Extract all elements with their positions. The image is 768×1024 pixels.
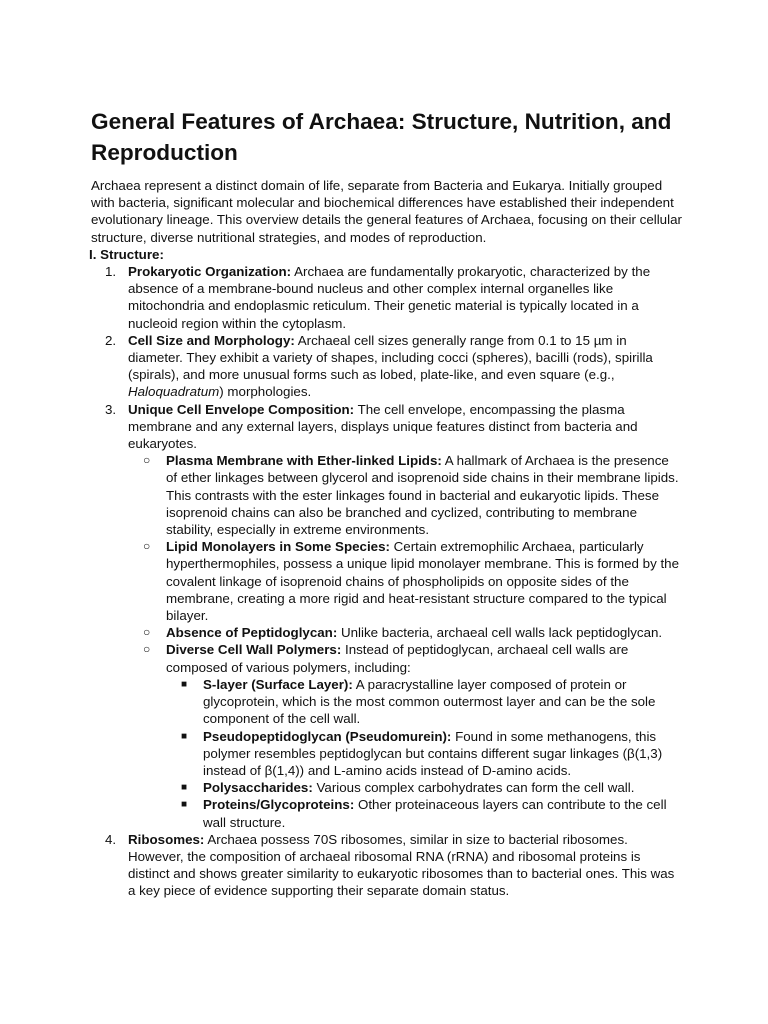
- structure-list: [91, 263, 683, 900]
- item-italic-text: Haloquadratum: [128, 384, 220, 400]
- sub-item-label: Plasma Membrane with Ether-linked Lipids:: [166, 453, 442, 469]
- list-number: 4.: [105, 831, 117, 847]
- circle-bullet-icon: ○: [143, 625, 151, 640]
- sublist-item: [128, 641, 683, 830]
- sub-item-text: Instead of peptidoglycan, archaeal cell walls are composed of various polymers, including:: [166, 642, 629, 675]
- document-body: [91, 177, 683, 900]
- item-text: ) morphologies.: [219, 384, 312, 400]
- polymer-item: [166, 728, 683, 780]
- item-text: The cell envelope, encompassing the plasma membrane and any external layers, displays unique features distinct from bacteria and eukaryotes.: [128, 401, 638, 452]
- polymer-text: Found in some methanogens, this polymer resembles peptidoglycan but contains different sugar linkages (β(1,3) instead of β(1,4)) and L-amino acids instead of D-amino acids.: [203, 728, 663, 778]
- sub-item-label: Absence of Peptidoglycan:: [166, 625, 338, 641]
- sub-item-text: A hallmark of Archaea is the presence of ether linkages between glycerol and isoprenoid side chains in their membrane lipids. This contrasts with the ester linkages found in bacterial and eukaryotic lipids. These isoprenoid chains can also be branched and cyclized, contributing to membrane stability, especially in extreme environments.: [166, 453, 679, 538]
- item-text: Archaea possess 70S ribosomes, similar in size to bacterial ribosomes. However, the composition of archaeal ribosomal RNA (rRNA) and ribosomal proteins is distinct and shows greater similarity to eukaryotic ribosomes than to bacterial ones. This was a key piece of evidence supporting their separate domain status.: [128, 831, 675, 899]
- list-item: [91, 332, 683, 401]
- circle-bullet-icon: ○: [143, 539, 151, 554]
- sub-item-label: Diverse Cell Wall Polymers:: [166, 642, 342, 658]
- polymer-item: [166, 796, 683, 830]
- sublist-item: [128, 538, 683, 624]
- list-number: 2.: [105, 332, 117, 348]
- square-bullet-icon: ■: [181, 799, 188, 811]
- square-bullet-icon: ■: [181, 678, 188, 690]
- sub-item-text: Certain extremophilic Archaea, particularly hyperthermophiles, possess a unique lipid monolayer membrane. This is formed by the covalent linkage of isoprenoid chains of phospholipids on opposite sides of the membrane, creating a more rigid and heat-resistant structure compared to the typical bilayer.: [166, 539, 680, 624]
- list-number: 1.: [105, 264, 117, 280]
- intro-paragraph: Archaea represent a distinct domain of life, separate from Bacteria and Eukarya. Initially grouped with bacteria, significant molecular and biochemical differences have established their independent evolutionary lineage. This overview details the general features of Archaea, focusing on their cellular structure, diverse nutritional strategies, and modes of reproduction.: [91, 178, 682, 245]
- section-heading: I. Structure:: [89, 246, 164, 262]
- item-label: Unique Cell Envelope Composition:: [128, 401, 355, 417]
- item-label: Cell Size and Morphology:: [128, 332, 295, 348]
- list-item: [91, 263, 683, 332]
- list-item: [91, 401, 683, 831]
- polymer-label: Polysaccharides:: [203, 780, 313, 796]
- sub-item-label: Lipid Monolayers in Some Species:: [166, 539, 390, 555]
- polymer-label: S-layer (Surface Layer):: [203, 676, 353, 692]
- item-label: Prokaryotic Organization:: [128, 264, 292, 280]
- polymer-label: Pseudopeptidoglycan (Pseudomurein):: [203, 728, 452, 744]
- polymer-text: Various complex carbohydrates can form the cell wall.: [312, 780, 635, 796]
- square-bullet-icon: ■: [181, 782, 188, 794]
- polymer-sublist: [166, 676, 683, 831]
- polymer-text: A paracrystalline layer composed of protein or glycoprotein, which is the most common outermost layer and can be the sole component of the cell wall.: [203, 676, 656, 727]
- circle-bullet-icon: ○: [143, 453, 151, 468]
- polymer-text: Other proteinaceous layers can contribute to the cell wall structure.: [203, 797, 667, 830]
- envelope-sublist: [128, 452, 683, 830]
- sublist-item: [128, 452, 683, 538]
- square-bullet-icon: ■: [181, 730, 188, 742]
- list-item: [91, 831, 683, 900]
- page-title: General Features of Archaea: Structure, Nutrition, and Reproduction: [91, 109, 672, 165]
- polymer-item: [166, 779, 683, 796]
- item-text: Archaea are fundamentally prokaryotic, characterized by the absence of a membrane-bound nucleus and other complex internal organelles like mitochondria and endoplasmic reticulum. Their genetic material is typically located in a nucleoid region within the cytoplasm.: [128, 264, 651, 331]
- item-label: Ribosomes:: [128, 831, 205, 847]
- sublist-item: [128, 624, 683, 641]
- polymer-label: Proteins/Glycoproteins:: [203, 797, 355, 813]
- item-text: Archaeal cell sizes generally range from 0.1 to 15 µm in diameter. They exhibit a variety of shapes, including cocci (spheres), bacilli (rods), spirilla (spirals), and more unusual forms such as lobed, plate-like, and even square (e.g.,: [128, 332, 653, 383]
- circle-bullet-icon: ○: [143, 642, 151, 657]
- list-number: 3.: [105, 401, 117, 417]
- sub-item-text: Unlike bacteria, archaeal cell walls lack peptidoglycan.: [337, 625, 663, 641]
- polymer-item: [166, 676, 683, 728]
